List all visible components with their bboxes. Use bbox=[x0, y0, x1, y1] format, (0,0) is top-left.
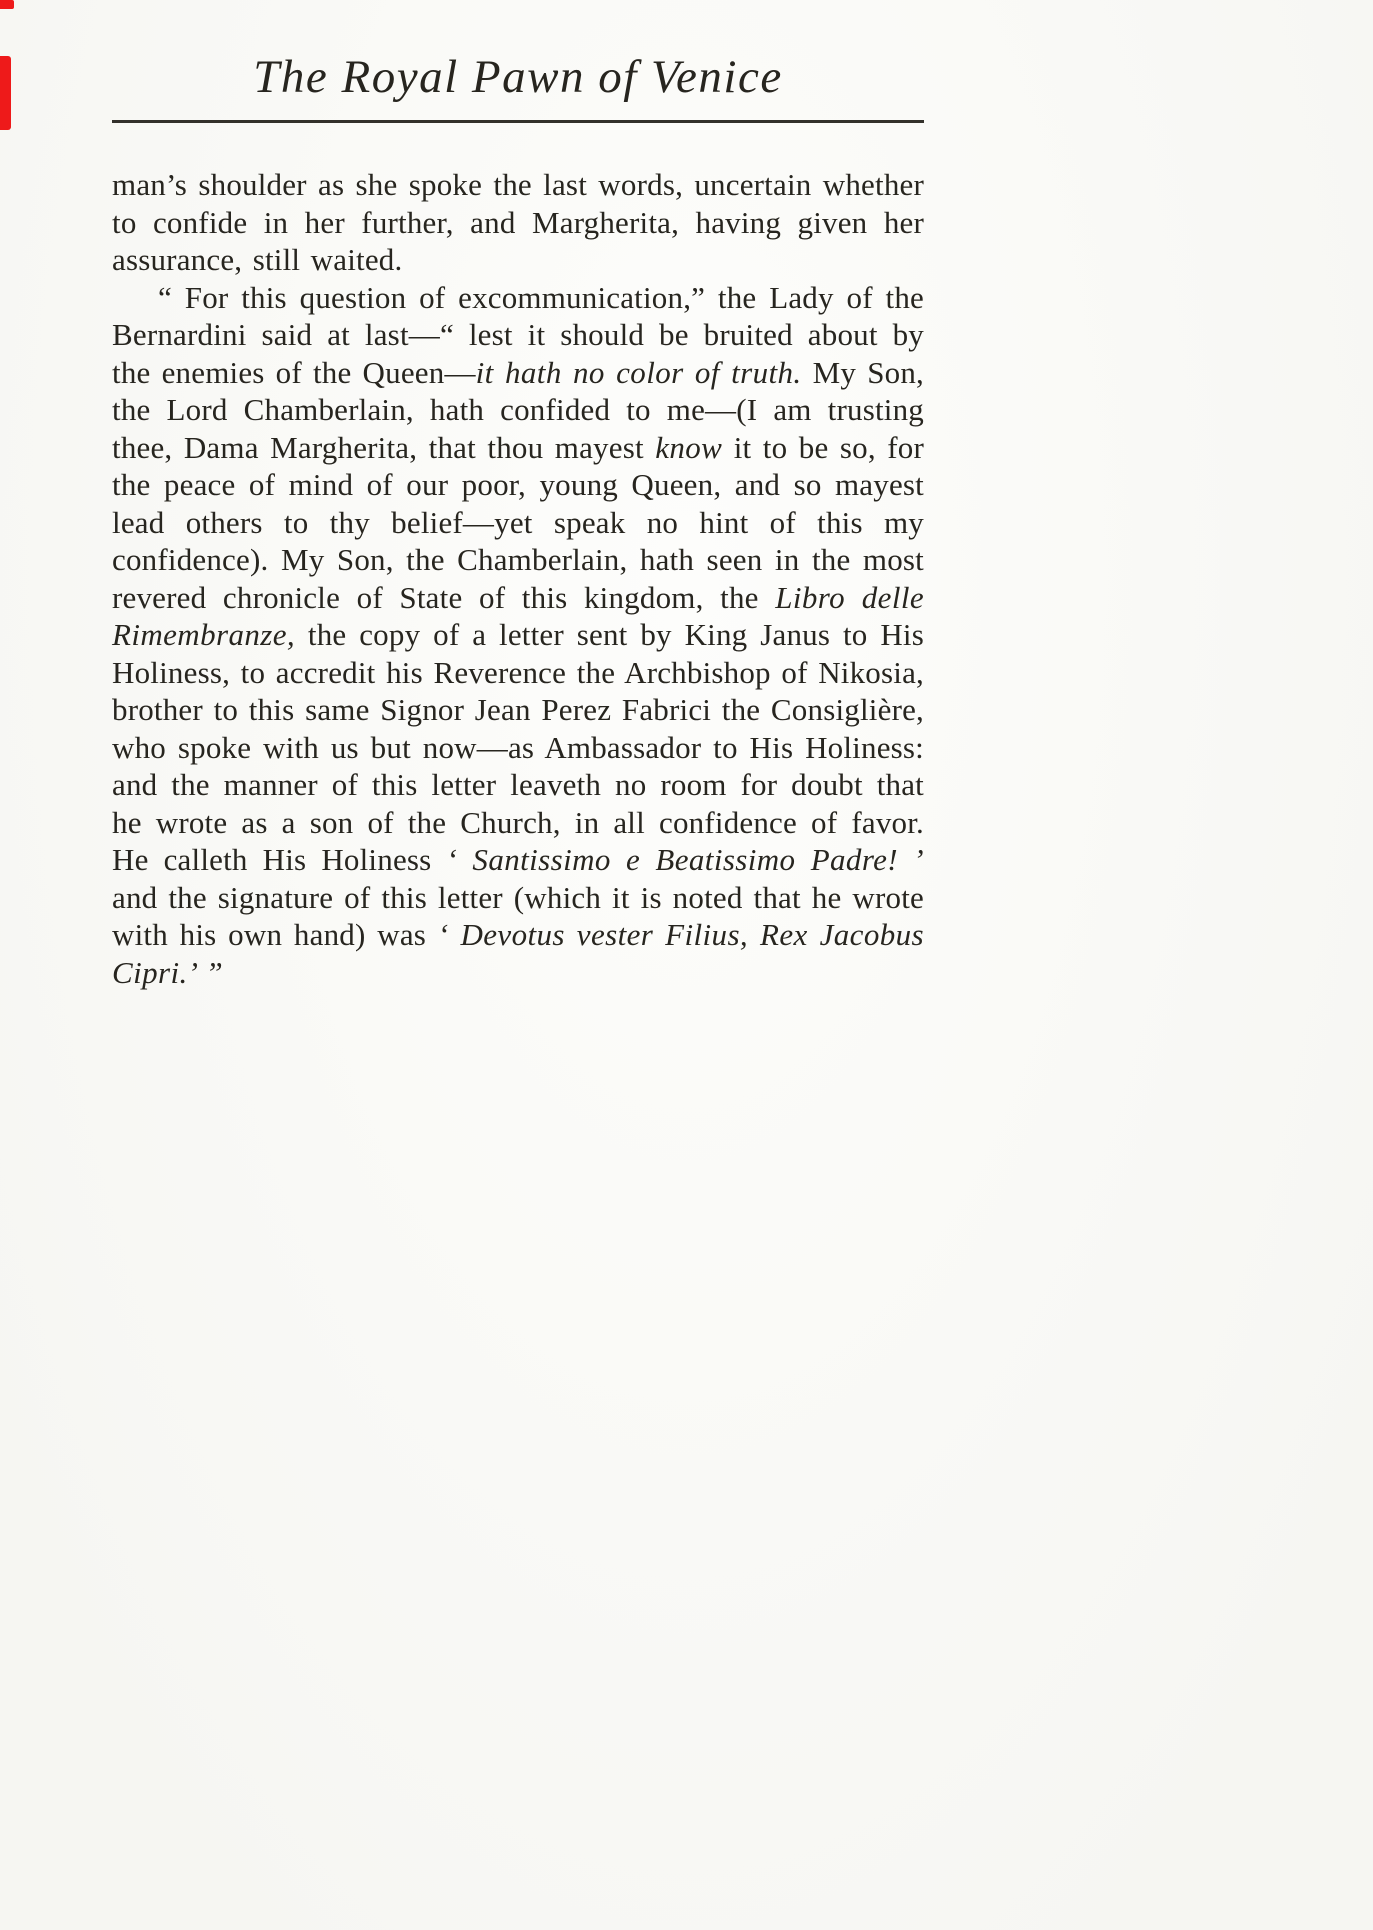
running-header bbox=[112, 50, 924, 123]
scan-artifact-red-mark-left bbox=[0, 56, 11, 130]
body-paragraph: “ For this question of excommunication,” the Lady of the Bernardini said at last—“ lest it should be bruited about by the enemies of the Queen—it hath no color of truth. My Son, the Lord Chamberlain, hath confided to me—(I am trusting thee, Dama Margherita, that thou mayest know it to be so, for the peace of mind of our poor, young Queen, and so mayest lead others to thy belief—yet speak no hint of this my confidence). My Son, the Chamberlain, hath seen in the most revered chronicle of State of this kingdom, the Libro delle Rimembranze, the copy of a letter sent by King Janus to His Holiness, to accredit his Reverence the Archbishop of Nikosia, brother to this same Signor Jean Perez Fabrici the Consiglière, who spoke with us but now—as Ambassador to His Holiness: and the manner of this letter leaveth no room for doubt that he wrote as a son of the Church, in all confidence of favor. He calleth His Holiness ‘ Santissimo e Beatissimo Padre! ’ and the signature of this letter (which it is noted that he wrote with his own hand) was ‘ Devotus vester Filius, Rex Jacobus Cipri.’ ” bbox=[112, 279, 924, 990]
body-paragraph: man’s shoulder as she spoke the last words, uncertain whether to confide in her further, and Margherita, having given her assurance, still waited. bbox=[112, 167, 924, 277]
scan-artifact-red-mark-top bbox=[0, 0, 14, 9]
page-body bbox=[112, 166, 924, 991]
page-title: The Royal Pawn of Venice bbox=[253, 51, 783, 103]
header-rule bbox=[112, 120, 924, 123]
